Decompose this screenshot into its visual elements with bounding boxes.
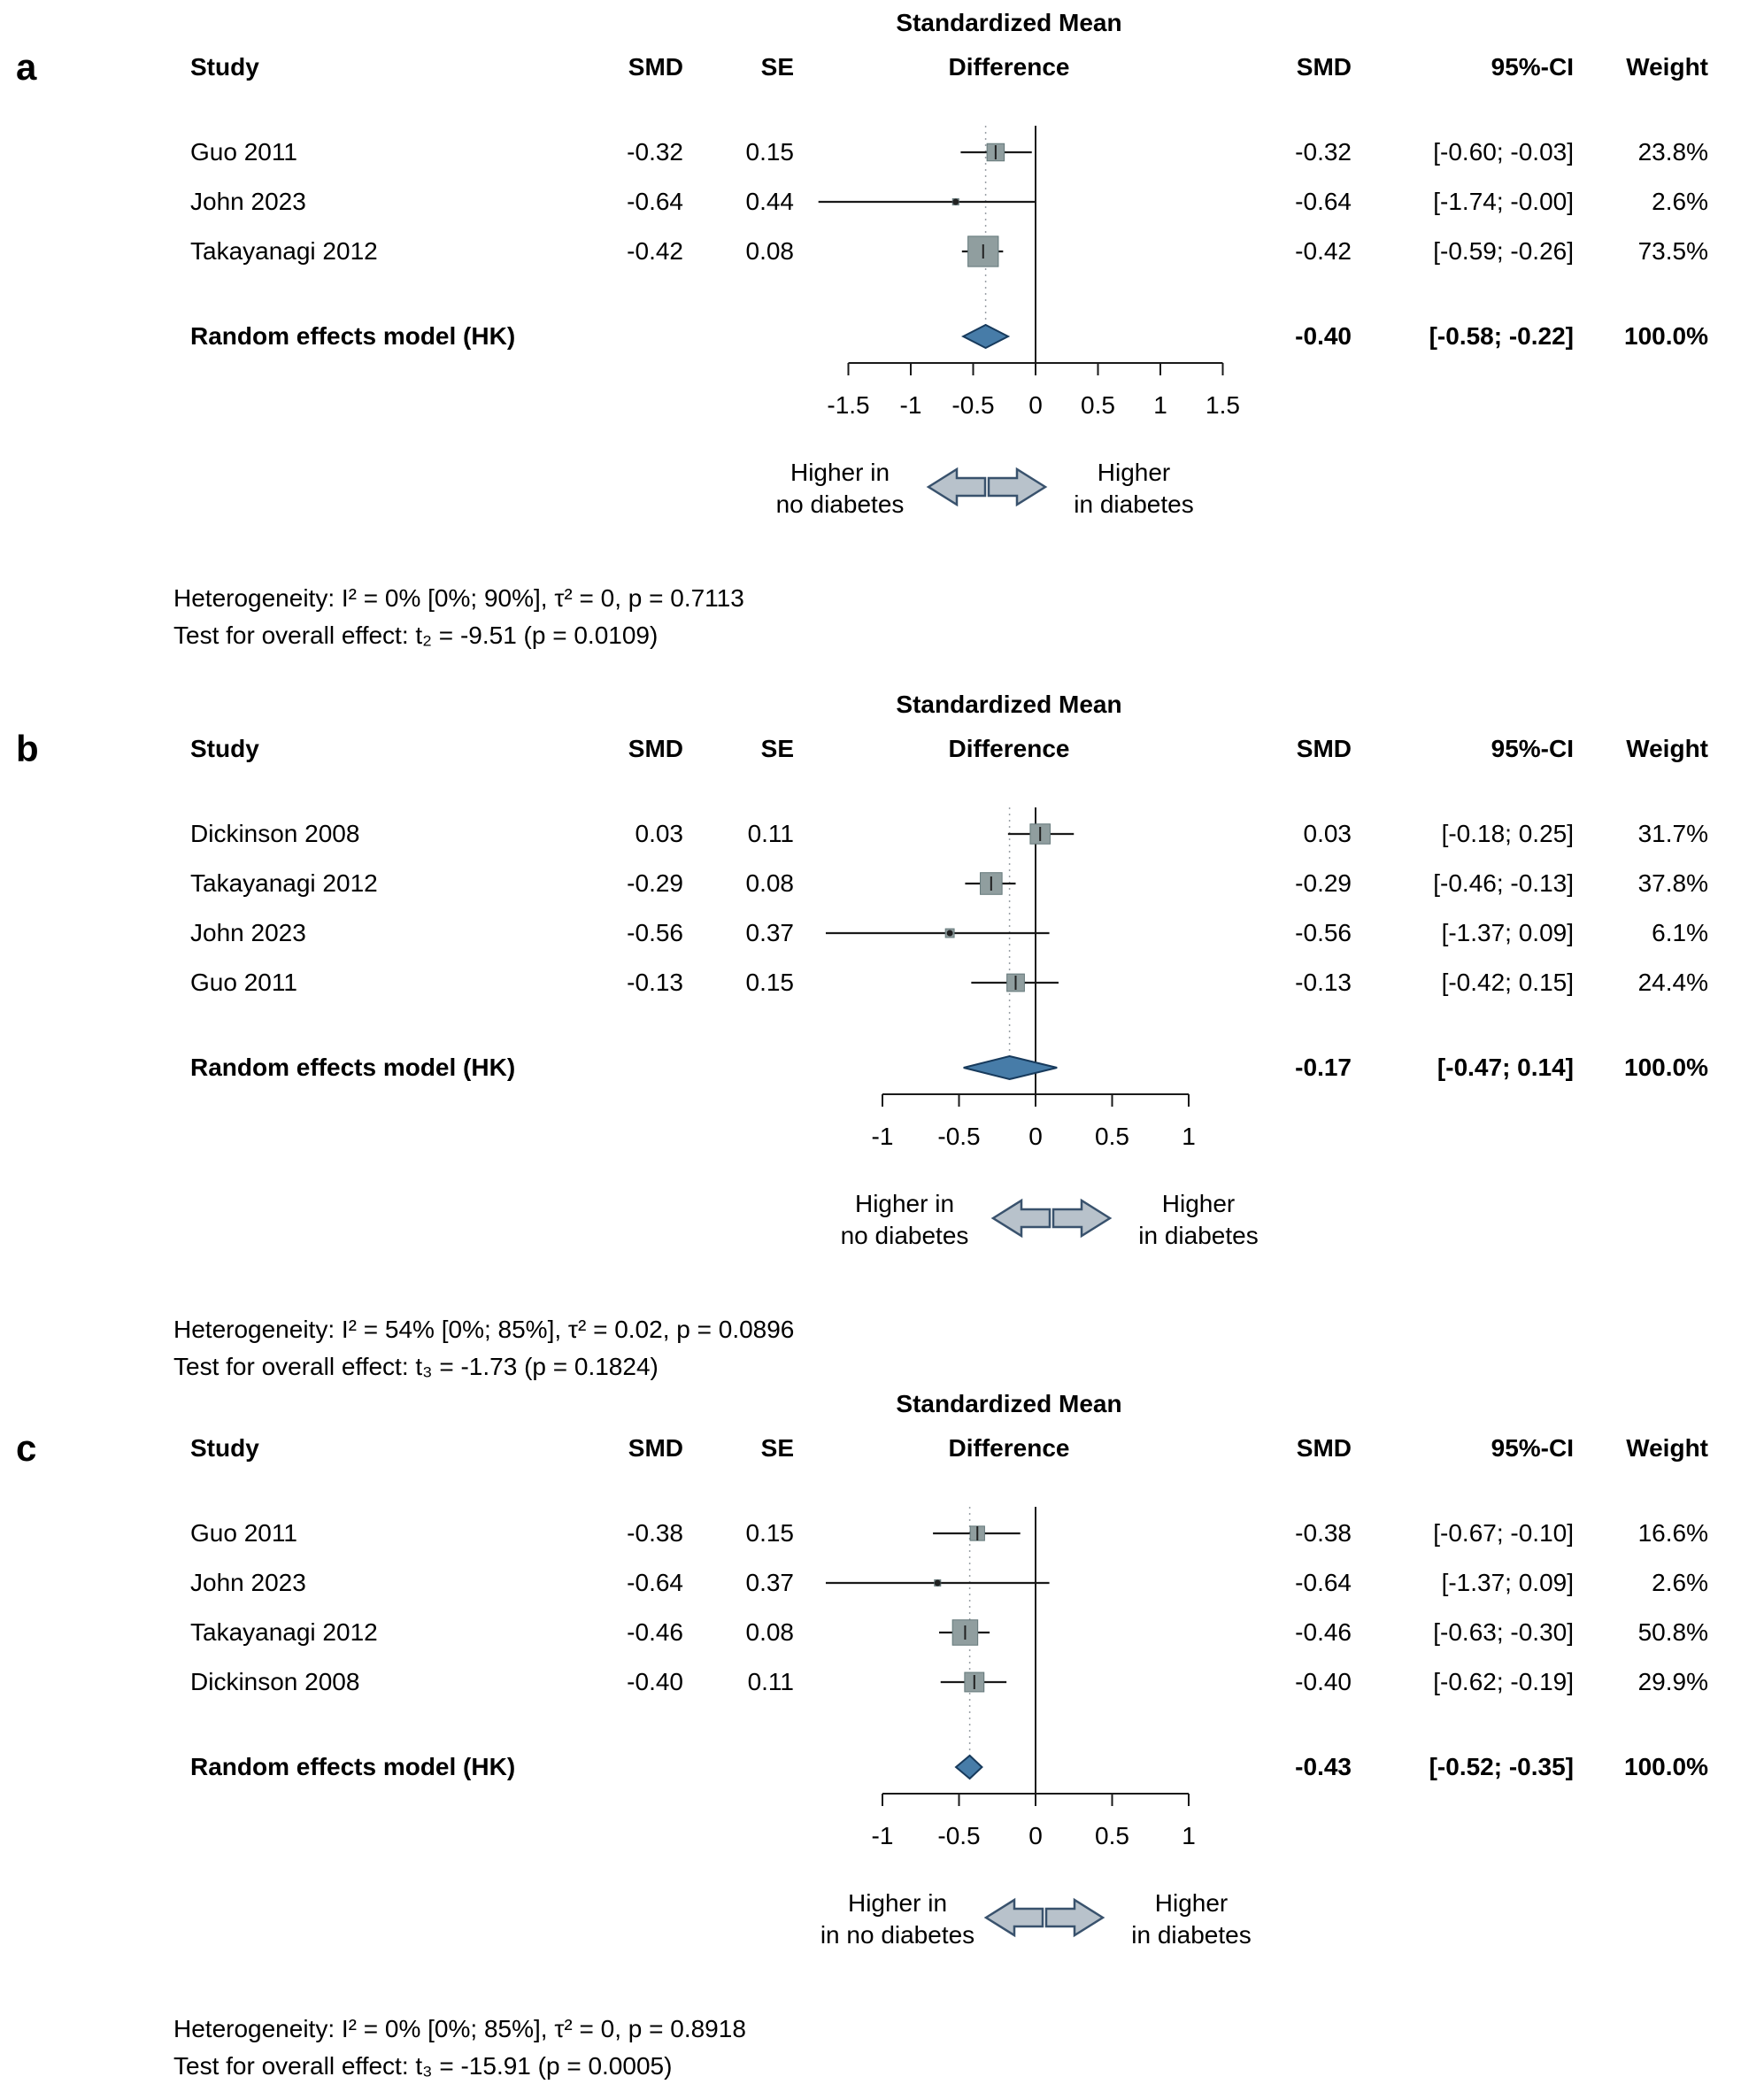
pooled-weight-value: 100.0%: [1624, 1753, 1708, 1780]
x-axis-tick-label: -1: [871, 1123, 894, 1150]
x-axis-tick-label: -0.5: [937, 1822, 981, 1849]
column-header-smd-estimate: SMD: [1296, 1434, 1352, 1462]
right-direction-arrow-icon: [1053, 1200, 1110, 1236]
right-direction-label-line1: Higher: [1097, 459, 1171, 486]
study-se-value: 0.11: [747, 820, 794, 847]
pooled-diamond: [963, 325, 1008, 348]
study-smd-estimate: -0.64: [1295, 188, 1352, 215]
right-direction-label-line2: in diabetes: [1131, 1921, 1252, 1949]
study-smd-value: -0.38: [627, 1519, 683, 1547]
column-header-ci: 95%-CI: [1491, 735, 1574, 762]
column-header-study: Study: [190, 53, 259, 81]
left-direction-arrow-icon: [986, 1900, 1043, 1935]
study-smd-estimate: -0.56: [1295, 919, 1352, 946]
study-smd-value: -0.13: [627, 969, 683, 996]
study-se-value: 0.08: [745, 869, 794, 897]
column-header-se: SE: [760, 735, 794, 762]
x-axis-tick-label: 1: [1182, 1123, 1196, 1150]
study-weight-value: 37.8%: [1637, 869, 1708, 897]
study-se-value: 0.15: [745, 969, 794, 996]
x-axis-tick-label: 0.5: [1095, 1822, 1129, 1849]
forest-panel-c: [0, 1381, 1764, 2092]
study-ci-value: [-1.37; 0.09]: [1441, 919, 1574, 946]
column-header-study: Study: [190, 735, 259, 762]
right-direction-label-line2: in diabetes: [1138, 1222, 1259, 1249]
study-se-value: 0.37: [745, 1569, 794, 1596]
pooled-weight-value: 100.0%: [1624, 322, 1708, 350]
study-ci-value: [-0.67; -0.10]: [1433, 1519, 1574, 1547]
study-smd-estimate: 0.03: [1303, 820, 1352, 847]
study-smd-estimate: -0.29: [1295, 869, 1352, 897]
right-direction-arrow-icon: [989, 469, 1045, 505]
study-weight-value: 6.1%: [1652, 919, 1708, 946]
column-header-weight: Weight: [1626, 53, 1708, 81]
study-weight-value: 2.6%: [1652, 188, 1708, 215]
study-ci-value: [-0.59; -0.26]: [1433, 237, 1574, 265]
study-smd-value: -0.40: [627, 1668, 683, 1695]
study-smd-value: -0.56: [627, 919, 683, 946]
study-ci-value: [-1.37; 0.09]: [1441, 1569, 1574, 1596]
study-ci-value: [-0.46; -0.13]: [1433, 869, 1574, 897]
left-direction-label-line1: Higher in: [790, 459, 890, 486]
forest-panel-a: [0, 0, 1764, 682]
x-axis-tick-label: 1.5: [1206, 391, 1240, 419]
study-smd-value: -0.32: [627, 138, 683, 166]
study-smd-value: -0.46: [627, 1618, 683, 1646]
x-axis-tick-label: -0.5: [937, 1123, 981, 1150]
x-axis-tick-label: 0: [1028, 391, 1043, 419]
study-name: John 2023: [190, 919, 306, 946]
study-smd-estimate: -0.42: [1295, 237, 1352, 265]
study-weight-value: 2.6%: [1652, 1569, 1708, 1596]
right-direction-label-line2: in diabetes: [1074, 490, 1194, 518]
study-se-value: 0.08: [745, 237, 794, 265]
forest-plot-canvas-c: [0, 1381, 1764, 2092]
x-axis-tick-label: 0.5: [1095, 1123, 1129, 1150]
column-header-smd-estimate: SMD: [1296, 735, 1352, 762]
left-direction-label-line1: Higher in: [847, 1889, 948, 1917]
study-smd-estimate: -0.40: [1295, 1668, 1352, 1695]
effect-marker: [947, 930, 953, 937]
panel-label: a: [16, 46, 37, 88]
study-smd-value: -0.64: [627, 188, 683, 215]
study-name: John 2023: [190, 188, 306, 215]
heterogeneity-text: Heterogeneity: I² = 0% [0%; 90%], τ² = 0, p = 0.7113: [173, 584, 744, 612]
study-weight-value: 16.6%: [1637, 1519, 1708, 1547]
study-smd-estimate: -0.64: [1295, 1569, 1352, 1596]
x-axis-tick-label: 1: [1153, 391, 1167, 419]
column-header-difference-line2: Difference: [948, 1434, 1070, 1462]
pooled-smd-estimate: -0.40: [1295, 322, 1352, 350]
study-smd-estimate: -0.46: [1295, 1618, 1352, 1646]
study-name: Dickinson 2008: [190, 820, 360, 847]
forest-plot-canvas-b: [0, 682, 1764, 1381]
column-header-difference-line1: Standardized Mean: [896, 1390, 1122, 1417]
column-header-difference-line2: Difference: [948, 53, 1070, 81]
column-header-weight: Weight: [1626, 735, 1708, 762]
study-ci-value: [-0.60; -0.03]: [1433, 138, 1574, 166]
study-name: John 2023: [190, 1569, 306, 1596]
pooled-ci-value: [-0.47; 0.14]: [1437, 1054, 1574, 1081]
pooled-ci-value: [-0.58; -0.22]: [1429, 322, 1574, 350]
study-name: Takayanagi 2012: [190, 1618, 378, 1646]
heterogeneity-text: Heterogeneity: I² = 0% [0%; 85%], τ² = 0, p = 0.8918: [173, 2015, 746, 2042]
pooled-model-label: Random effects model (HK): [190, 1054, 516, 1081]
study-weight-value: 23.8%: [1637, 138, 1708, 166]
panel-label: c: [16, 1427, 37, 1469]
study-se-value: 0.15: [745, 138, 794, 166]
study-name: Guo 2011: [190, 1519, 297, 1547]
study-ci-value: [-0.62; -0.19]: [1433, 1668, 1574, 1695]
study-ci-value: [-1.74; -0.00]: [1433, 188, 1574, 215]
heterogeneity-text: Heterogeneity: I² = 54% [0%; 85%], τ² = 0.02, p = 0.0896: [173, 1316, 795, 1343]
study-smd-estimate: -0.13: [1295, 969, 1352, 996]
study-se-value: 0.15: [745, 1519, 794, 1547]
study-se-value: 0.11: [747, 1668, 794, 1695]
left-direction-arrow-icon: [993, 1200, 1050, 1236]
study-se-value: 0.44: [745, 188, 794, 215]
x-axis-tick-label: -1: [871, 1822, 894, 1849]
panel-label: b: [16, 728, 39, 769]
column-header-difference-line1: Standardized Mean: [896, 691, 1122, 718]
study-smd-value: -0.42: [627, 237, 683, 265]
column-header-study: Study: [190, 1434, 259, 1462]
x-axis-tick-label: -1: [899, 391, 922, 419]
pooled-diamond: [956, 1756, 982, 1779]
overall-effect-test-text: Test for overall effect: t₃ = -1.73 (p = 0.1824): [173, 1353, 659, 1380]
overall-effect-test-text: Test for overall effect: t₂ = -9.51 (p = 0.0109): [173, 621, 659, 649]
study-weight-value: 73.5%: [1637, 237, 1708, 265]
study-name: Guo 2011: [190, 969, 297, 996]
column-header-weight: Weight: [1626, 1434, 1708, 1462]
study-smd-value: 0.03: [635, 820, 683, 847]
pooled-smd-estimate: -0.43: [1295, 1753, 1352, 1780]
study-name: Guo 2011: [190, 138, 297, 166]
right-direction-label-line1: Higher: [1154, 1889, 1229, 1917]
pooled-model-label: Random effects model (HK): [190, 322, 516, 350]
column-header-difference-line1: Standardized Mean: [896, 9, 1122, 36]
column-header-smd: SMD: [628, 1434, 683, 1462]
pooled-ci-value: [-0.52; -0.35]: [1429, 1753, 1574, 1780]
x-axis-tick-label: 1: [1182, 1822, 1196, 1849]
column-header-ci: 95%-CI: [1491, 53, 1574, 81]
column-header-se: SE: [760, 1434, 794, 1462]
forest-panel-b: [0, 682, 1764, 1381]
column-header-smd-estimate: SMD: [1296, 53, 1352, 81]
x-axis-tick-label: 0.5: [1081, 391, 1115, 419]
study-name: Takayanagi 2012: [190, 869, 378, 897]
column-header-se: SE: [760, 53, 794, 81]
study-weight-value: 29.9%: [1637, 1668, 1708, 1695]
study-smd-estimate: -0.32: [1295, 138, 1352, 166]
x-axis-tick-label: 0: [1028, 1822, 1043, 1849]
right-direction-arrow-icon: [1046, 1900, 1103, 1935]
right-direction-label-line1: Higher: [1161, 1190, 1236, 1217]
overall-effect-test-text: Test for overall effect: t₃ = -15.91 (p = 0.0005): [173, 2052, 673, 2080]
x-axis-tick-label: -1.5: [827, 391, 870, 419]
pooled-weight-value: 100.0%: [1624, 1054, 1708, 1081]
left-direction-arrow-icon: [928, 469, 985, 505]
effect-marker: [952, 199, 959, 205]
study-smd-value: -0.64: [627, 1569, 683, 1596]
study-weight-value: 24.4%: [1637, 969, 1708, 996]
study-name: Dickinson 2008: [190, 1668, 360, 1695]
left-direction-label-line2: no diabetes: [840, 1222, 969, 1249]
study-weight-value: 31.7%: [1637, 820, 1708, 847]
study-smd-estimate: -0.38: [1295, 1519, 1352, 1547]
study-se-value: 0.37: [745, 919, 794, 946]
column-header-ci: 95%-CI: [1491, 1434, 1574, 1462]
study-name: Takayanagi 2012: [190, 237, 378, 265]
study-ci-value: [-0.42; 0.15]: [1441, 969, 1574, 996]
column-header-smd: SMD: [628, 735, 683, 762]
x-axis-tick-label: 0: [1028, 1123, 1043, 1150]
pooled-smd-estimate: -0.17: [1295, 1054, 1352, 1081]
pooled-model-label: Random effects model (HK): [190, 1753, 516, 1780]
study-ci-value: [-0.18; 0.25]: [1441, 820, 1574, 847]
effect-marker: [935, 1580, 941, 1586]
study-smd-value: -0.29: [627, 869, 683, 897]
left-direction-label-line1: Higher in: [854, 1190, 955, 1217]
study-se-value: 0.08: [745, 1618, 794, 1646]
left-direction-label-line2: in no diabetes: [820, 1921, 975, 1949]
study-ci-value: [-0.63; -0.30]: [1433, 1618, 1574, 1646]
column-header-difference-line2: Difference: [948, 735, 1070, 762]
pooled-diamond: [964, 1056, 1058, 1079]
x-axis-tick-label: -0.5: [951, 391, 995, 419]
column-header-smd: SMD: [628, 53, 683, 81]
left-direction-label-line2: no diabetes: [775, 490, 905, 518]
study-weight-value: 50.8%: [1637, 1618, 1708, 1646]
